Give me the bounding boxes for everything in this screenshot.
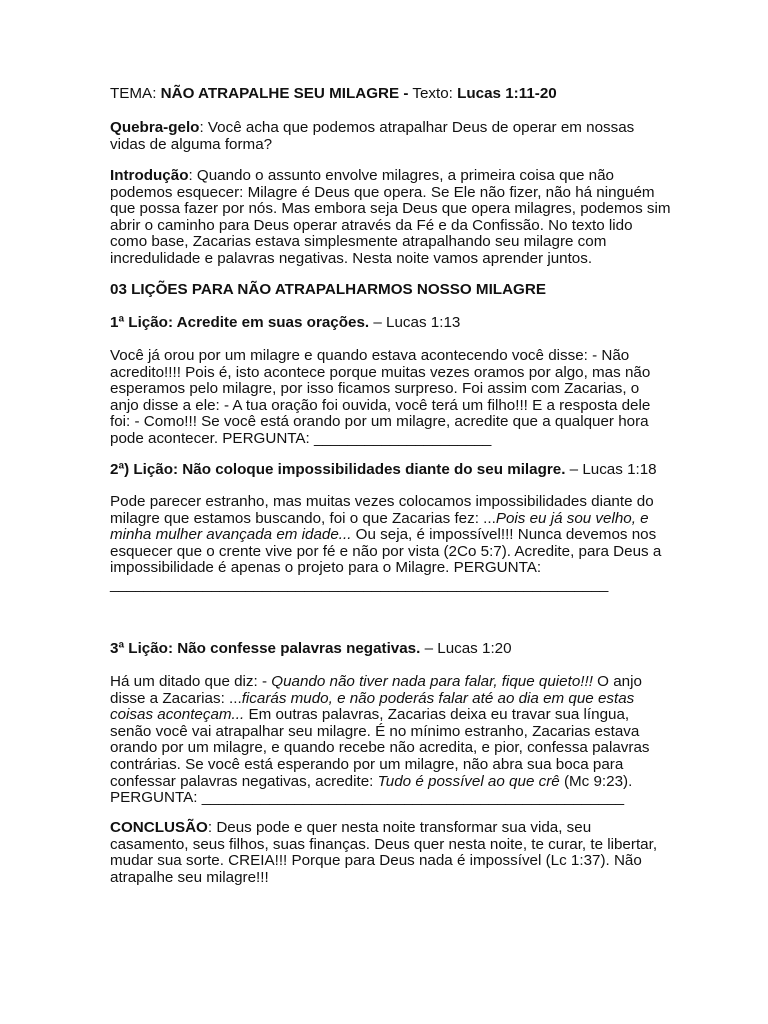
texto-reference: Lucas 1:11-20 <box>457 85 557 102</box>
licao1-reference: – Lucas 1:13 <box>369 314 461 331</box>
licao3-text-1b: O anjo <box>592 673 642 690</box>
introducao-paragraph <box>110 168 670 268</box>
licao2-text-3: Ou seja, é impossível!!! Nunca devemos nos <box>351 526 657 544</box>
licao2-answer-line: ___________________________________________________________ <box>110 575 609 593</box>
conclusao-text-1: : Deus pode e quer nesta noite transformar sua vida, seu <box>207 819 592 836</box>
licao1-text-1: Você já orou por um milagre e quando estava acontecendo você disse: - Não <box>110 347 630 364</box>
licao1-text-5: foi: - Como!!! Se você está orando por um milagre, acredite que a qualquer hora <box>110 413 649 431</box>
licao2-title: 2ª) Lição: Não coloque impossibilidades diante do seu milagre. <box>110 461 566 478</box>
texto-label: Texto: <box>408 85 458 102</box>
licao3-quote-2: ficarás mudo, e não poderás falar até ao dia em que estas <box>241 689 635 707</box>
quebra-gelo-label: Quebra-gelo <box>110 119 200 136</box>
introducao-text-6: incredulidade e palavras negativas. Nesta noite vamos aprender juntos. <box>110 249 593 267</box>
licao3-text-7b: (Mc 9:23). <box>559 772 633 790</box>
introducao-label: Introdução <box>110 167 189 184</box>
introducao-text-5: como base, Zacarias estava simplesmente atrapalhando seu milagre com <box>110 233 607 251</box>
licao3-text-5: orando por um milagre, e quando recebe não acredita, e pior, confessa palavras <box>110 739 650 757</box>
licao2-text-2: milagre que estamos buscando, foi o que Zacarias fez: ... <box>110 509 496 527</box>
conclusao-text-3: mudar sua sorte. CREIA!!! Porque para Deus nada é impossível (Lc 1:37). Não <box>110 852 642 870</box>
licao1-title: 1ª Lição: Acredite em suas orações. <box>110 314 370 331</box>
licao2-quote-1: Pois eu já sou velho, e <box>495 509 649 527</box>
licao3-answer-line: PERGUNTA: __________________________________________________ <box>110 789 625 807</box>
licao3-quote-4: Tudo é possível ao que crê <box>377 772 560 790</box>
tema-label: TEMA: <box>110 85 161 102</box>
conclusao-text-2: casamento, seus filhos, suas finanças. Deus quer nesta noite, te curar, te libertar, <box>110 835 658 853</box>
licao1-text-2: acredito!!!! Pois é, isto acontece porque muitas vezes oramos por algo, mas não <box>110 363 651 381</box>
licao3-text-2: disse a Zacarias: ... <box>110 689 242 707</box>
licao3-quote-3: coisas aconteçam... <box>110 706 245 724</box>
licao1-paragraph <box>110 348 670 448</box>
conclusao-label: CONCLUSÃO <box>110 819 208 836</box>
licao2-text-1: Pode parecer estranho, mas muitas vezes colocamos impossibilidades diante do <box>110 493 654 510</box>
licao2-text-5: impossibilidade é apenas o projeto para o Milagre. PERGUNTA: <box>110 559 542 577</box>
licao1-text-6: pode acontecer. PERGUNTA: _____________________ <box>110 429 492 447</box>
tema-line <box>110 86 670 103</box>
quebra-gelo-text: : Você acha que podemos atrapalhar Deus de operar em nossas <box>199 119 635 136</box>
licao2-paragraph <box>110 494 670 594</box>
licao2-heading <box>110 462 670 479</box>
licoes-heading <box>110 282 670 299</box>
tema-title: NÃO ATRAPALHE SEU MILAGRE - <box>160 85 409 102</box>
licao3-text-1: Há um ditado que diz: - <box>110 673 272 690</box>
licoes-heading-text: 03 LIÇÕES PARA NÃO ATRAPALHARMOS NOSSO MILAGRE <box>110 281 546 298</box>
licao3-heading <box>110 641 670 658</box>
licao1-text-4: anjo disse a ele: - A tua oração foi ouvida, você terá um filho!!! E a resposta dele <box>110 396 651 414</box>
licao1-heading <box>110 315 670 332</box>
introducao-text: : Quando o assunto envolve milagres, a primeira coisa que não <box>188 167 614 184</box>
licao3-reference: – Lucas 1:20 <box>420 640 512 657</box>
licao3-text-3: Em outras palavras, Zacarias deixa eu travar sua língua, <box>244 706 630 724</box>
introducao-text-2: podemos esquecer: Milagre é Deus que opera. Se Ele não fizer, não há ninguém <box>110 183 655 201</box>
conclusao-text-4: atrapalhe seu milagre!!! <box>110 868 269 886</box>
conclusao-paragraph <box>110 820 670 886</box>
introducao-text-4: abrir o caminho para Deus operar através da Fé e da Confissão. No texto lido <box>110 216 633 234</box>
licao3-title: 3ª Lição: Não confesse palavras negativas. <box>110 640 421 657</box>
licao3-text-7: confessar palavras negativas, acredite: <box>110 772 378 790</box>
quebra-gelo-paragraph <box>110 120 670 153</box>
licao2-quote-2: minha mulher avançada em idade... <box>110 526 352 544</box>
licao3-text-6: contrárias. Se você está esperando por um milagre, não abra sua boca para <box>110 755 624 773</box>
licao2-reference: – Lucas 1:18 <box>565 461 657 478</box>
licao3-paragraph <box>110 674 670 807</box>
quebra-gelo-text-2: vidas de alguma forma? <box>110 135 273 153</box>
licao3-quote-1: Quando não tiver nada para falar, fique quieto!!! <box>271 673 593 690</box>
licao3-text-4: senão você vai atrapalhar seu milagre. É no mínimo estranho, Zacarias estava <box>110 722 640 740</box>
introducao-text-3: que possa fazer por nós. Mas embora seja Deus que opera milagres, podemos sim <box>110 200 671 218</box>
licao1-text-3: esperamos pelo milagre, por isso ficamos surpreso. Foi assim com Zacarias, o <box>110 380 640 398</box>
licao2-text-4: esquecer que o crente vive por fé e não por vista (2Co 5:7). Acredite, para Deus a <box>110 542 662 560</box>
